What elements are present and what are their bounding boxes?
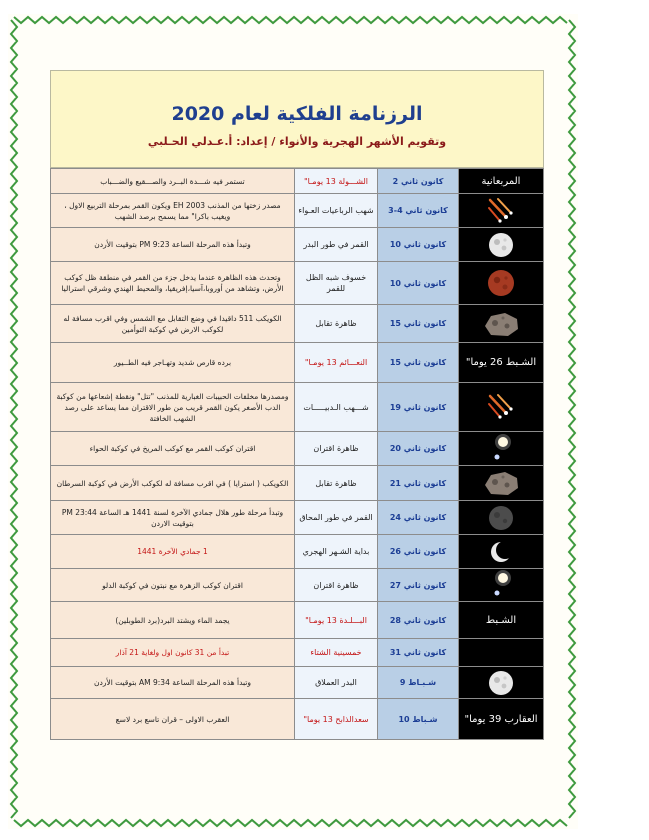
meteor-shower-icon [459,197,543,225]
season-cell [459,343,544,383]
description-cell: الكويكب 511 داقيدا في وضع التقابل مع الشمس وفي اقرب مسافة له لكوكب الارض في كوكبة التوأمين [51,305,295,343]
table-row [51,667,544,699]
page-subtitle: وتقويم الأشهر الهجرية والأنواء / إعداد: أ.عـدلي الحـلبي [147,135,447,148]
event-cell: خمسينية الشتاء [295,639,378,667]
date-cell: كانون ثاني 19 [378,383,459,432]
zigzag-line [14,820,567,826]
asteroid-icon [459,310,543,338]
full-moon-icon [459,231,543,259]
season-cell [459,569,544,602]
table-row [51,169,544,194]
season-cell [459,639,544,667]
description-cell: العقرب الاولى – قران تاسع برد لاسع [51,699,295,740]
table-row [51,699,544,740]
date-cell: كانون ثاني 26 [378,535,459,569]
season-cell [459,602,544,639]
season-label: العقارب 39 يوما" [464,713,538,725]
description-cell: وتحدث هذه الظاهرة عندما يدخل جزء من القمر في منطقة ظل كوكب الأرض، وتشاهد من أوروبا،آسيا،إفريقيا، والمحيط الهندي وشرقي استراليا [51,262,295,305]
event-cell: البدر العملاق [295,667,378,699]
description-cell: يجمد الماء ويشتد البرد(برد الطوبلين) [51,602,295,639]
season-cell [459,194,544,228]
description-cell: اقتران كوكب القمر مع كوكب المريخ في كوكبة الحواء [51,432,295,466]
date-cell: كانون ثاني 24 [378,501,459,535]
event-cell: الشـــولة 13 يومـا" [295,169,378,194]
description-cell: الكويكب ( استرايا ) في اقرب مسافة له لكوكب الأرض في كوكبة السرطان [51,466,295,501]
table-row [51,305,544,343]
table-row [51,343,544,383]
description-cell: برده قارص شديد وتهـاجر فيه الطــيور [51,343,295,383]
date-cell: شـبـاط 9 [378,667,459,699]
almanac-document [50,70,544,740]
season-cell [459,667,544,699]
new-moon-icon [459,504,543,532]
table-row [51,602,544,639]
season-cell [459,501,544,535]
conjunction-icon [459,570,543,600]
asteroid-icon [459,469,543,497]
date-cell: كانون ثاني 15 [378,343,459,383]
date-cell: كانون ثاني 15 [378,305,459,343]
description-cell: وتبدأ هذه المرحلة الساعة PM 9:23 بتوقيت الأردن [51,228,295,262]
table-row [51,501,544,535]
event-cell: ظاهرة اقتران [295,432,378,466]
event-cell: النعـــائم 13 يومـا" [295,343,378,383]
table-row [51,194,544,228]
description-cell: وتبدأ مرحلة طور هلال جمادي الآخرة لسنة 1441 هـ الساعة PM 23:44 بتوقيت الاردن [51,501,295,535]
date-cell: كانون ثاني 31 [378,639,459,667]
date-cell: كانون ثاني 10 [378,262,459,305]
table-row [51,432,544,466]
table-row [51,639,544,667]
date-cell: كانون ثاني 21 [378,466,459,501]
zigzag-line [11,20,17,818]
zigzag-line [569,20,575,818]
event-cell: بداية الشـهر الهجري [295,535,378,569]
description-cell: مصدر زختها من المذنب EH 2003 ويكون القمر بمرحلة التربيع الاول ، ويغيب باكرا" مما يسمح برصد الشهب [51,194,295,228]
eclipsed-moon-icon [459,268,543,298]
season-label: الشـبط [485,614,517,626]
description-cell: ومصدرها مخلفات الحبيبات الغبارية للمذنب "تتل" ونقطة إشعاعها من كوكبة الدب الأصغر يكون القمر قريب من طور الاقتران مما يساعد على رصد الشهب الخافتة [51,383,295,432]
event-cell: البـــلـدة 13 يومـا" [295,602,378,639]
season-cell [459,262,544,305]
season-cell [459,535,544,569]
date-cell: شـباط 10 [378,699,459,740]
season-cell [459,699,544,740]
table-row [51,262,544,305]
season-cell [459,383,544,432]
description-cell: اقتران كوكب الزهرة مع نبتون في كوكبة الدلو [51,569,295,602]
event-cell: القمر في طور البدر [295,228,378,262]
season-label: الشـبط 26 يوما" [465,357,537,368]
table-row [51,228,544,262]
crescent-moon-icon [459,540,543,564]
table-row [51,535,544,569]
season-cell [459,466,544,501]
season-cell [459,432,544,466]
table-row [51,466,544,501]
date-cell: كانون ثاني 10 [378,228,459,262]
conjunction-icon [459,434,543,464]
description-cell: 1 جمادي الآخرة 1441 [51,535,295,569]
table-row [51,569,544,602]
event-cell: شهب الرباعيات العـواء [295,194,378,228]
event-cell: ظاهرة اقتران [295,569,378,602]
season-label: المربعانية [481,175,521,187]
event-cell: شـــهب الـدبيـــــات [295,383,378,432]
event-cell: ظاهرة تقابل [295,466,378,501]
season-cell [459,228,544,262]
date-cell: كانون ثاني 28 [378,602,459,639]
document-header [50,70,544,168]
date-cell: كانون ثاني 4-3 [378,194,459,228]
season-cell [459,169,544,194]
meteor-shower-icon [459,393,543,421]
page-title: الرزنامة الفلكية لعام 2020 [171,103,423,125]
event-cell: خسوف شبه الظل للقمر [295,262,378,305]
full-moon-icon [459,669,543,697]
date-cell: كانون ثاني 27 [378,569,459,602]
event-cell: سعدالذابح 13 يوما" [295,699,378,740]
event-cell: القمر في طور المحاق [295,501,378,535]
almanac-table [50,168,544,740]
description-cell: تبدأ من 31 كانون اول ولغاية 21 آذار [51,639,295,667]
event-cell: ظاهرة تقابل [295,305,378,343]
season-cell [459,305,544,343]
date-cell: كانون ثاني 2 [378,169,459,194]
description-cell: تستمر فيه شـــدة البــرد والصـــقيع والضـــباب [51,169,295,194]
zigzag-line [14,17,567,23]
date-cell: كانون ثاني 20 [378,432,459,466]
description-cell: وتبدأ هذه المرحلة الساعة AM 9:34 بتوقيت الأردن [51,667,295,699]
table-row [51,383,544,432]
